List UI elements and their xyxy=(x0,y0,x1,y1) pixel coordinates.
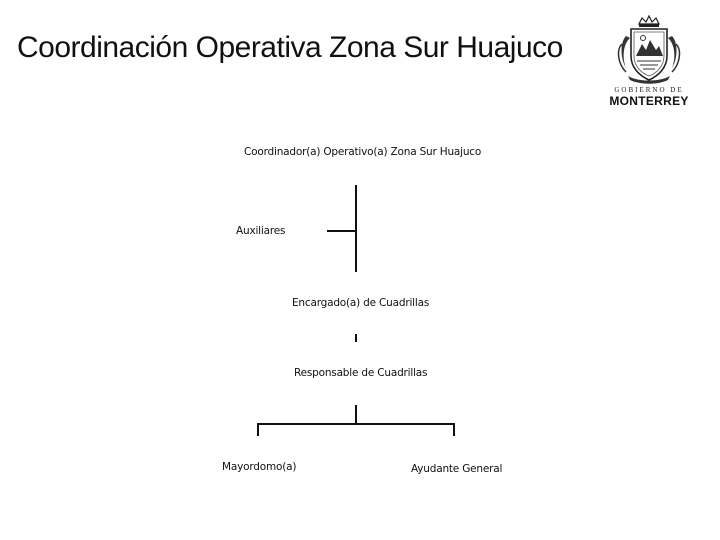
logo-main-text: MONTERREY xyxy=(609,94,689,108)
org-node-crew-manager: Encargado(a) de Cuadrillas xyxy=(292,297,430,309)
org-node-butler: Mayordomo(a) xyxy=(222,461,297,473)
org-node-crew-lead: Responsable de Cuadrillas xyxy=(294,367,428,379)
org-node-coordinator: Coordinador(a) Operativo(a) Zona Sur Huajuco xyxy=(244,146,482,158)
logo-top-text: GOBIERNO DE xyxy=(614,86,684,94)
page-title: Coordinación Operativa Zona Sur Huajuco xyxy=(17,31,563,64)
org-node-general-helper: Ayudante General xyxy=(411,463,503,475)
org-node-assistants: Auxiliares xyxy=(236,225,286,237)
